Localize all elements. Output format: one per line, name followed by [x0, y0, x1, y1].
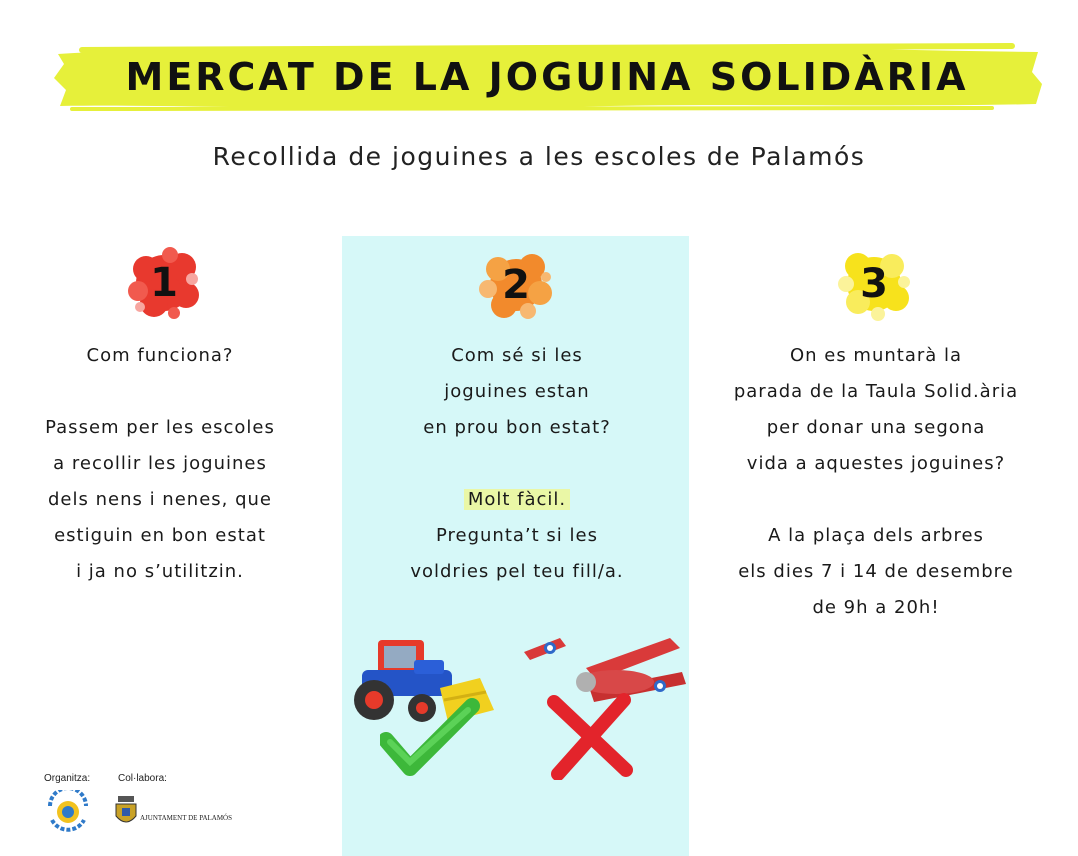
step-2-number: 2 — [502, 262, 530, 308]
step-2-highlight: Molt fàcil. — [464, 489, 570, 510]
step-3-number: 3 — [860, 261, 888, 307]
step-1-heading: Com funciona? — [86, 345, 234, 366]
step-3-line: de 9h a 20h! — [812, 597, 940, 618]
step-2-text — [362, 338, 672, 590]
step-2-line: en prou bon estat? — [423, 417, 611, 438]
step-1-number: 1 — [150, 260, 178, 306]
collaborator-crest-icon — [114, 794, 138, 828]
step-3-line: vida a aquestes joguines? — [746, 453, 1006, 474]
step-2-line: joguines estan — [444, 381, 590, 402]
step-3-badge — [834, 244, 914, 324]
collabora-label: Col·labora: — [118, 773, 167, 784]
step-2-line: Com sé si les — [451, 345, 583, 366]
page-subtitle: Recollida de joguines a les escoles de Palamós — [212, 142, 866, 171]
step-3-line: per donar una segona — [766, 417, 986, 438]
step-1-line: i ja no s’utilitzin. — [76, 561, 244, 582]
title-banner — [52, 42, 1042, 112]
step-1-line: Passem per les escoles — [45, 417, 275, 438]
check-mark-icon — [380, 696, 480, 780]
step-1-text — [10, 338, 310, 590]
step-3-line: A la plaça dels arbres — [768, 525, 984, 546]
step-1-badge — [124, 243, 204, 323]
step-3-line: els dies 7 i 14 de desembre — [738, 561, 1014, 582]
step-1-line: a recollir les joguines — [53, 453, 267, 474]
step-2-line: Pregunta’t si les — [435, 525, 598, 546]
step-1-line: dels nens i nenes, que — [47, 489, 272, 510]
cross-mark-icon — [540, 690, 640, 780]
page-title: MERCAT DE LA JOGUINA SOLIDÀRIA — [125, 55, 969, 99]
step-3-text — [700, 338, 1052, 626]
step-1-line: estiguin en bon estat — [54, 525, 266, 546]
step-3-line: On es muntarà la — [789, 345, 963, 366]
organitza-label: Organitza: — [44, 773, 91, 784]
step-2-badge — [476, 247, 556, 323]
organizer-logo — [46, 790, 90, 834]
step-3-line: parada de la Taula Solid.ària — [733, 381, 1019, 402]
collaborator-logo-text: AJUNTAMENT DE PALAMÓS — [140, 814, 233, 822]
step-2-line: voldries pel teu fill/a. — [410, 561, 624, 582]
